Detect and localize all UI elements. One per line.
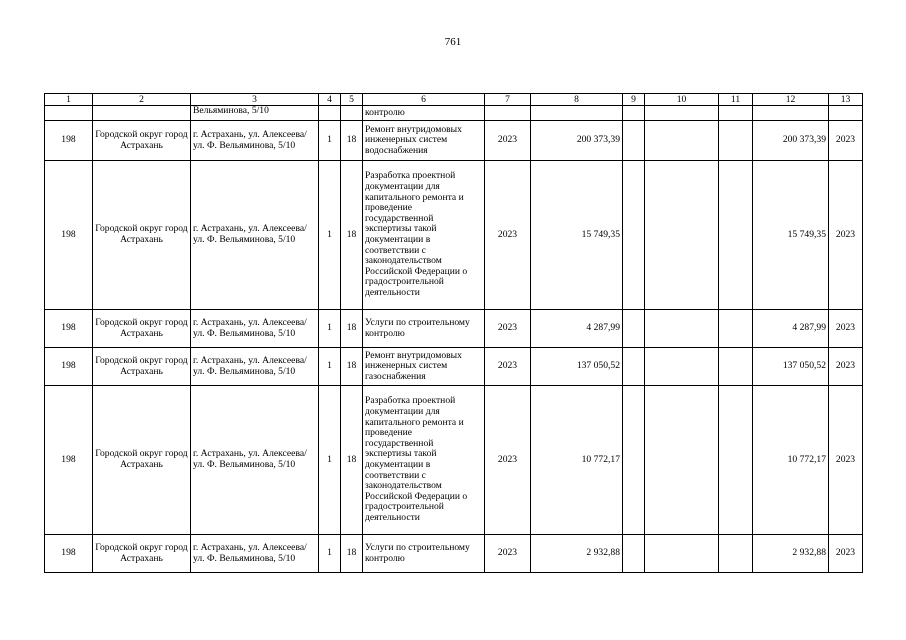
cell-col5: 18 bbox=[341, 161, 363, 310]
cell-address: г. Астрахань, ул. Алексеева/ ул. Ф. Вельяминова, 5/10 bbox=[191, 386, 319, 535]
cell-year-end: 2023 bbox=[829, 535, 863, 573]
cell-cost-total: 10 772,17 bbox=[753, 386, 829, 535]
column-header: 12 bbox=[753, 94, 829, 106]
cell-col11 bbox=[719, 535, 753, 573]
cell-cost: 137 050,52 bbox=[531, 348, 623, 386]
work-type-continuation: контролю bbox=[363, 106, 485, 121]
cell-year: 2023 bbox=[485, 121, 531, 161]
cell-col9 bbox=[623, 386, 645, 535]
cell-empty bbox=[829, 106, 863, 121]
cell-house-number: 198 bbox=[45, 161, 93, 310]
cell-year: 2023 bbox=[485, 161, 531, 310]
cell-year-end: 2023 bbox=[829, 161, 863, 310]
cell-cost-total: 15 749,35 bbox=[753, 161, 829, 310]
cell-col11 bbox=[719, 161, 753, 310]
column-header: 2 bbox=[93, 94, 191, 106]
column-header: 3 bbox=[191, 94, 319, 106]
cell-address: г. Астрахань, ул. Алексеева/ ул. Ф. Вельяминова, 5/10 bbox=[191, 161, 319, 310]
table-row bbox=[45, 348, 863, 386]
cell-cost: 10 772,17 bbox=[531, 386, 623, 535]
cell-house-number: 198 bbox=[45, 535, 93, 573]
table-row bbox=[45, 161, 863, 310]
cell-municipality: Городской округ город Астрахань bbox=[93, 161, 191, 310]
cell-work-type: Ремонт внутридомовых инженерных систем водоснабжения bbox=[363, 121, 485, 161]
cell-col10 bbox=[645, 161, 719, 310]
address-continuation: Вельяминова, 5/10 bbox=[191, 106, 319, 121]
cell-year-end: 2023 bbox=[829, 348, 863, 386]
cell-empty bbox=[753, 106, 829, 121]
cell-empty bbox=[719, 106, 753, 121]
column-header: 4 bbox=[319, 94, 341, 106]
cell-col10 bbox=[645, 535, 719, 573]
column-header: 11 bbox=[719, 94, 753, 106]
cell-empty bbox=[623, 106, 645, 121]
cell-work-type: Разработка проектной документации для капитального ремонта и проведение государственной экспертизы такой документации в соответствии с законодательством Российской Федерации о градостроительной деятельности bbox=[363, 386, 485, 535]
cell-municipality: Городской округ город Астрахань bbox=[93, 310, 191, 348]
cell-year-end: 2023 bbox=[829, 310, 863, 348]
cell-col5: 18 bbox=[341, 535, 363, 573]
cell-cost: 15 749,35 bbox=[531, 161, 623, 310]
cell-col4: 1 bbox=[319, 535, 341, 573]
cell-col9 bbox=[623, 535, 645, 573]
column-header: 13 bbox=[829, 94, 863, 106]
cell-col10 bbox=[645, 121, 719, 161]
cell-col11 bbox=[719, 348, 753, 386]
cell-col4: 1 bbox=[319, 121, 341, 161]
cell-col4: 1 bbox=[319, 348, 341, 386]
table-row bbox=[45, 310, 863, 348]
cell-year: 2023 bbox=[485, 535, 531, 573]
cell-address: г. Астрахань, ул. Алексеева/ ул. Ф. Вельяминова, 5/10 bbox=[191, 121, 319, 161]
cell-empty bbox=[645, 106, 719, 121]
column-header: 7 bbox=[485, 94, 531, 106]
cell-municipality: Городской округ город Астрахань bbox=[93, 121, 191, 161]
cell-col5: 18 bbox=[341, 348, 363, 386]
cell-house-number: 198 bbox=[45, 348, 93, 386]
cell-col5: 18 bbox=[341, 386, 363, 535]
cell-cost-total: 200 373,39 bbox=[753, 121, 829, 161]
cell-empty bbox=[93, 106, 191, 121]
capital-repair-table bbox=[44, 93, 863, 573]
table-row bbox=[45, 121, 863, 161]
cell-work-type: Ремонт внутридомовых инженерных систем газоснабжения bbox=[363, 348, 485, 386]
cell-municipality: Городской округ город Астрахань bbox=[93, 535, 191, 573]
cell-col9 bbox=[623, 348, 645, 386]
column-header: 10 bbox=[645, 94, 719, 106]
cell-house-number: 198 bbox=[45, 310, 93, 348]
table-body bbox=[45, 94, 863, 573]
cell-col10 bbox=[645, 310, 719, 348]
cell-col4: 1 bbox=[319, 161, 341, 310]
column-header: 8 bbox=[531, 94, 623, 106]
column-number-header-row bbox=[45, 94, 863, 106]
cell-address: г. Астрахань, ул. Алексеева/ ул. Ф. Вельяминова, 5/10 bbox=[191, 535, 319, 573]
column-header: 9 bbox=[623, 94, 645, 106]
cell-year-end: 2023 bbox=[829, 386, 863, 535]
column-header: 6 bbox=[363, 94, 485, 106]
cell-work-type: Разработка проектной документации для капитального ремонта и проведение государственной экспертизы такой документации в соответствии с законодательством Российской Федерации о градостроительной деятельности bbox=[363, 161, 485, 310]
cell-cost-total: 2 932,88 bbox=[753, 535, 829, 573]
cell-year: 2023 bbox=[485, 310, 531, 348]
cell-col5: 18 bbox=[341, 310, 363, 348]
cell-house-number: 198 bbox=[45, 121, 93, 161]
cell-empty bbox=[319, 106, 341, 121]
cell-address: г. Астрахань, ул. Алексеева/ ул. Ф. Вельяминова, 5/10 bbox=[191, 348, 319, 386]
cell-work-type: Услуги по строительному контролю bbox=[363, 310, 485, 348]
cell-year-end: 2023 bbox=[829, 121, 863, 161]
cell-year: 2023 bbox=[485, 386, 531, 535]
cell-municipality: Городской округ город Астрахань bbox=[93, 386, 191, 535]
cell-col10 bbox=[645, 386, 719, 535]
cell-address: г. Астрахань, ул. Алексеева/ ул. Ф. Вельяминова, 5/10 bbox=[191, 310, 319, 348]
cell-cost: 200 373,39 bbox=[531, 121, 623, 161]
cell-col9 bbox=[623, 121, 645, 161]
cell-col4: 1 bbox=[319, 386, 341, 535]
cell-col10 bbox=[645, 348, 719, 386]
cell-cost: 4 287,99 bbox=[531, 310, 623, 348]
cell-col4: 1 bbox=[319, 310, 341, 348]
column-header: 1 bbox=[45, 94, 93, 106]
column-header: 5 bbox=[341, 94, 363, 106]
cell-cost-total: 137 050,52 bbox=[753, 348, 829, 386]
cell-col11 bbox=[719, 121, 753, 161]
cell-empty bbox=[341, 106, 363, 121]
cell-empty bbox=[485, 106, 531, 121]
cell-col9 bbox=[623, 161, 645, 310]
cell-col5: 18 bbox=[341, 121, 363, 161]
cell-cost: 2 932,88 bbox=[531, 535, 623, 573]
cell-cost-total: 4 287,99 bbox=[753, 310, 829, 348]
cell-house-number: 198 bbox=[45, 386, 93, 535]
continuation-row bbox=[45, 106, 863, 121]
cell-col11 bbox=[719, 386, 753, 535]
cell-col9 bbox=[623, 310, 645, 348]
cell-empty bbox=[531, 106, 623, 121]
cell-empty bbox=[45, 106, 93, 121]
table-row bbox=[45, 386, 863, 535]
cell-col11 bbox=[719, 310, 753, 348]
cell-municipality: Городской округ город Астрахань bbox=[93, 348, 191, 386]
page-number: 761 bbox=[444, 36, 462, 48]
cell-year: 2023 bbox=[485, 348, 531, 386]
cell-work-type: Услуги по строительному контролю bbox=[363, 535, 485, 573]
table-row bbox=[45, 535, 863, 573]
